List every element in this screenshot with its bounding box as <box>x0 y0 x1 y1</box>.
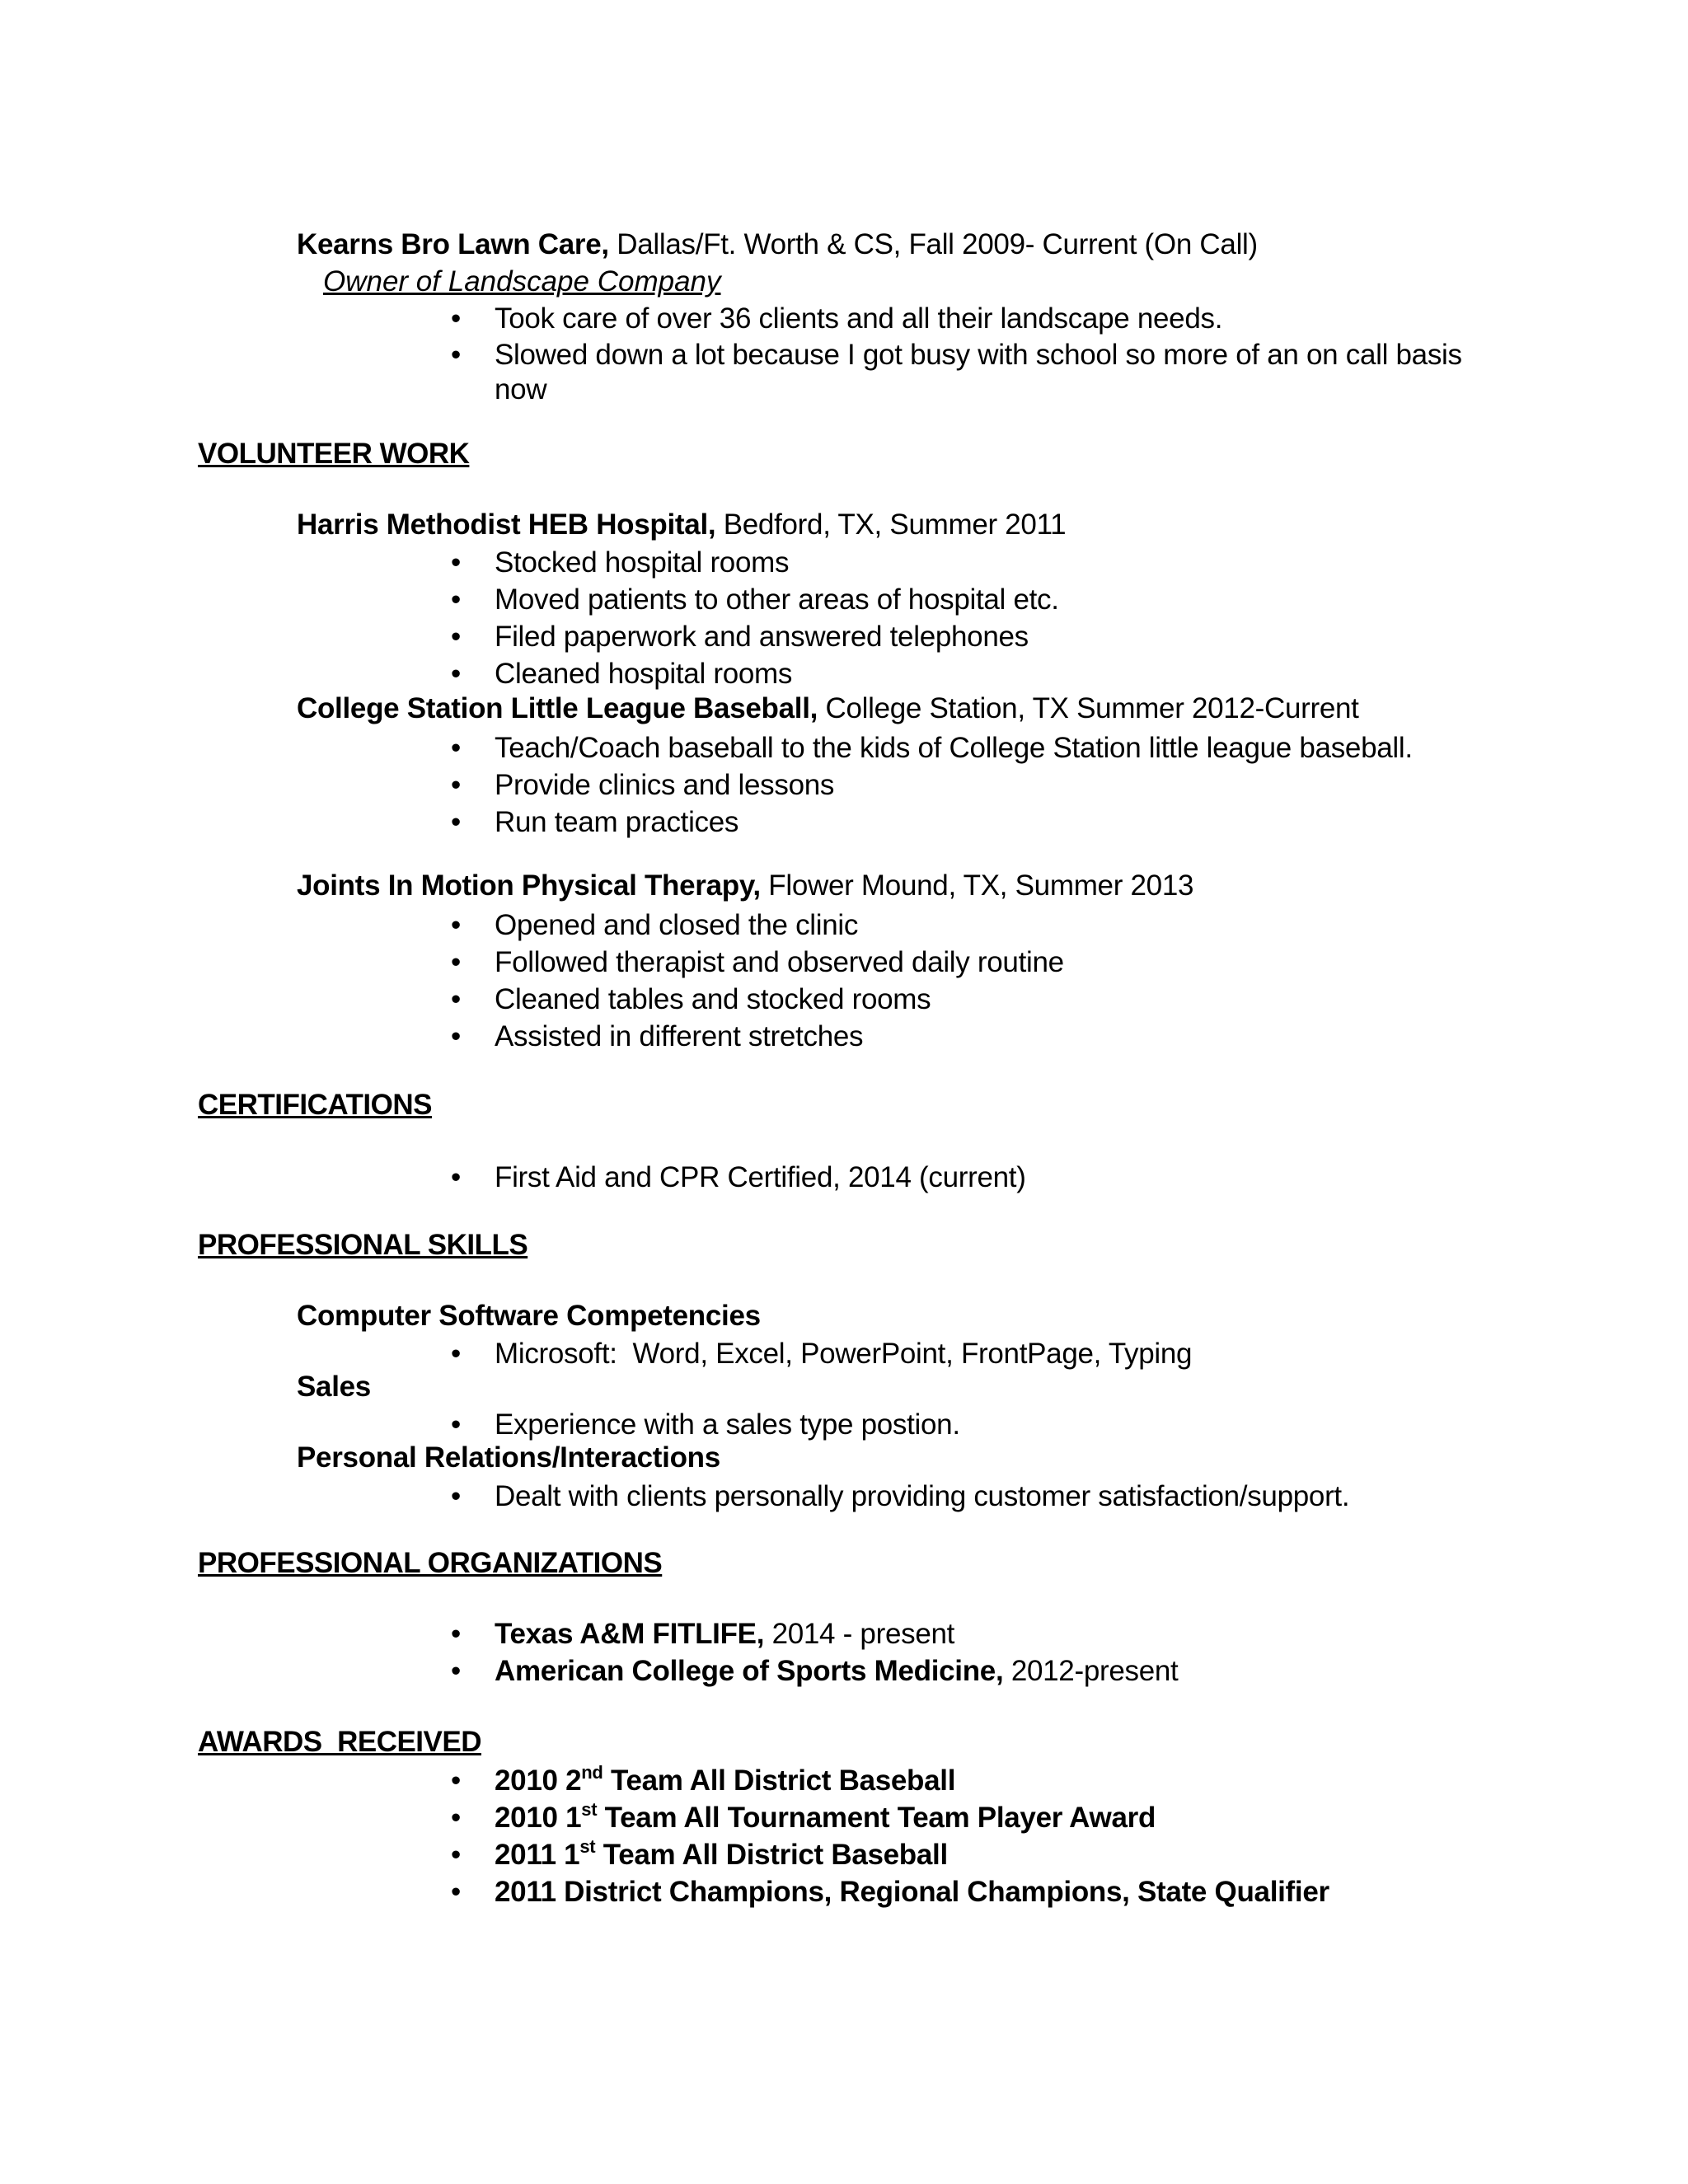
list-item: • Dealt with clients personally providing customer satisfaction/support. <box>445 1478 1349 1516</box>
therapy-bullets <box>445 907 1064 1055</box>
hospital-bullets <box>445 544 1059 692</box>
list-item: • 2011 District Champions, Regional Champions, State Qualifier <box>445 1873 1329 1910</box>
list-item: • 2010 1st Team All Tournament Team Player Award <box>445 1799 1329 1836</box>
baseball-entry <box>297 690 1359 728</box>
bullet-icon: • <box>451 1161 461 1193</box>
sales-title: Sales <box>297 1371 371 1403</box>
relations-bullets <box>445 1478 1349 1516</box>
bullet-icon: • <box>451 769 461 801</box>
lawn-care-role: Owner of Landscape Company <box>323 265 721 298</box>
list-item: • 2010 2nd Team All District Baseball <box>445 1762 1329 1799</box>
awards-list <box>445 1762 1329 1910</box>
bullet-icon: • <box>451 302 461 335</box>
list-item: • 2011 1st Team All District Baseball <box>445 1836 1329 1873</box>
certifications-bullets <box>445 1159 1026 1197</box>
bullet-icon: • <box>451 1408 461 1441</box>
bullet-icon: • <box>451 983 461 1015</box>
hospital-details: Bedford, TX, Summer 2011 <box>715 509 1067 541</box>
bullet-icon: • <box>451 732 461 764</box>
list-item: • Moved patients to other areas of hospital etc. <box>445 581 1059 618</box>
baseball-org: College Station Little League Baseball, <box>297 692 818 724</box>
baseball-details: College Station, TX Summer 2012-Current <box>818 692 1359 724</box>
bullet-icon: • <box>451 1839 461 1871</box>
bullet-icon: • <box>451 338 461 371</box>
list-item: • First Aid and CPR Certified, 2014 (current) <box>445 1159 1026 1197</box>
bullet-icon: • <box>451 583 461 616</box>
bullet-icon: • <box>451 1618 461 1650</box>
list-item: • Texas A&M FITLIFE, 2014 - present <box>445 1615 1178 1652</box>
baseball-bullets <box>445 729 1413 841</box>
bullet-icon: • <box>451 806 461 838</box>
therapy-entry <box>297 867 1193 905</box>
lawn-care-details: Dallas/Ft. Worth & CS, Fall 2009- Current (On Call) <box>608 228 1258 260</box>
list-item: • Cleaned hospital rooms <box>445 655 1059 692</box>
bullet-icon: • <box>451 1765 461 1797</box>
organizations-heading: PROFESSIONAL ORGANIZATIONS <box>198 1547 663 1579</box>
therapy-org: Joints In Motion Physical Therapy, <box>297 869 761 902</box>
list-item: • Assisted in different stretches <box>445 1018 1064 1055</box>
relations-title: Personal Relations/Interactions <box>297 1441 720 1474</box>
awards-heading: AWARDS RECEIVED <box>198 1726 481 1758</box>
hospital-org: Harris Methodist HEB Hospital, <box>297 509 716 541</box>
lawn-care-bullets <box>445 300 1484 407</box>
bullet-icon: • <box>451 1480 461 1512</box>
bullet-icon: • <box>451 1655 461 1687</box>
bullet-icon: • <box>451 621 461 653</box>
bullet-icon: • <box>451 658 461 690</box>
list-item: • American College of Sports Medicine, 2012-present <box>445 1652 1178 1690</box>
certifications-heading: CERTIFICATIONS <box>198 1089 433 1121</box>
bullet-icon: • <box>451 909 461 941</box>
bullet-icon: • <box>451 1338 461 1370</box>
list-item: • Experience with a sales type postion. <box>445 1406 960 1444</box>
list-item: • Provide clinics and lessons <box>445 766 1413 804</box>
bullet-icon: • <box>451 946 461 978</box>
bullet-icon: • <box>451 1020 461 1052</box>
software-title: Computer Software Competencies <box>297 1300 761 1332</box>
hospital-entry <box>297 506 1066 544</box>
sales-bullets <box>445 1406 960 1444</box>
list-item: • Followed therapist and observed daily routine <box>445 944 1064 981</box>
list-item: • Microsoft: Word, Excel, PowerPoint, FrontPage, Typing <box>445 1335 1192 1373</box>
list-item: • Teach/Coach baseball to the kids of College Station little league baseball. <box>445 729 1413 766</box>
list-item: • Filed paperwork and answered telephones <box>445 618 1059 655</box>
bullet-icon: • <box>451 546 461 579</box>
therapy-details: Flower Mound, TX, Summer 2013 <box>760 869 1194 902</box>
organizations-list <box>445 1615 1178 1690</box>
volunteer-heading: VOLUNTEER WORK <box>198 438 470 470</box>
list-item: • Stocked hospital rooms <box>445 544 1059 581</box>
lawn-care-org: Kearns Bro Lawn Care, <box>297 228 609 260</box>
list-item: • Took care of over 36 clients and all their landscape needs. <box>445 300 1484 338</box>
list-item: • Opened and closed the clinic <box>445 907 1064 944</box>
software-bullets <box>445 1335 1192 1373</box>
bullet-icon: • <box>451 1876 461 1908</box>
list-item: • Cleaned tables and stocked rooms <box>445 981 1064 1018</box>
list-item: • Run team practices <box>445 804 1413 841</box>
lawn-care-entry <box>297 226 1258 264</box>
skills-heading: PROFESSIONAL SKILLS <box>198 1229 528 1261</box>
list-item: • Slowed down a lot because I got busy with school so more of an on call basis now <box>445 338 1484 407</box>
bullet-icon: • <box>451 1802 461 1834</box>
